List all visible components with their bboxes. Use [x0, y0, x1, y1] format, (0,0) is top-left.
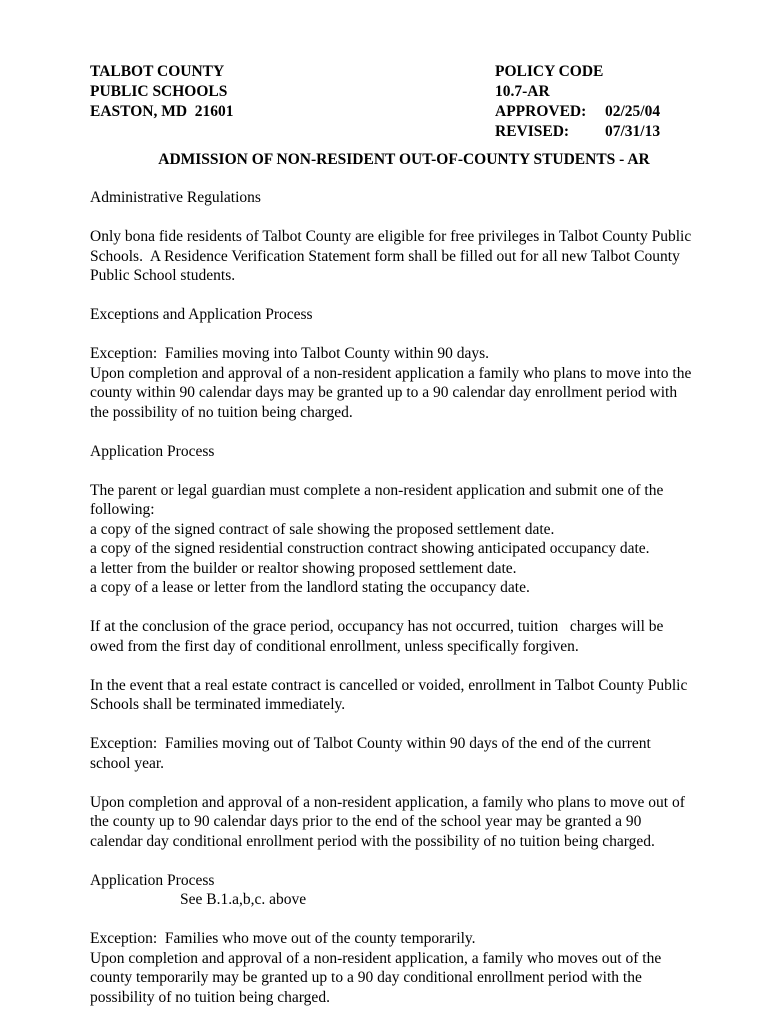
- district-city-line: EASTON, MD 21601: [90, 103, 234, 120]
- application-requirements-list: The parent or legal guardian must complete a non-resident application and submit one of the following: a copy of the signed contract of sale showing the proposed settlement date. a copy of the signed residential construction contract showing anticipated occupancy date. a letter from the builder or realtor showing proposed settlement date. a copy of a lease or letter from the landlord stating the occupancy date.: [90, 481, 690, 598]
- section-heading-exceptions: Exceptions and Application Process: [90, 306, 313, 323]
- exception-moving-out-paragraph: Upon completion and approval of a non-resident application, a family who plans to move out of the county up to 90 calendar days prior to the end of the school year may be granted a 90 calendar day conditional enrollment period with the possibility of no tuition being charged.: [90, 793, 685, 850]
- contract-cancelled-paragraph: In the event that a real estate contract is cancelled or voided, enrollment in Talbot County Public Schools shall be terminated immediately.: [90, 676, 688, 713]
- district-address-block: [90, 62, 234, 122]
- district-name-line-1: TALBOT COUNTY: [90, 63, 225, 80]
- application-process-reference: Application Process See B.1.a,b,c. above: [90, 871, 690, 910]
- list-item: a copy of the signed contract of sale showing the proposed settlement date.: [90, 520, 555, 538]
- list-item: a copy of a lease or letter from the landlord stating the occupancy date.: [90, 579, 530, 596]
- approved-row: [495, 102, 660, 122]
- policy-info-block: [495, 62, 660, 142]
- cross-reference: See B.1.a,b,c. above: [180, 891, 307, 908]
- exception-temporary-paragraph: Exception: Families who move out of the county temporarily. Upon completion and approval of a non-resident application, a family who moves out of the county temporarily may be granted up to a 90 day conditional enrollment period with the possibility of no tuition being charged.: [90, 930, 662, 1006]
- section-heading-application-process: Application Process: [90, 442, 215, 460]
- list-item: a letter from the builder or realtor showing proposed settlement date.: [90, 559, 517, 577]
- policy-code-label: POLICY CODE: [495, 63, 604, 80]
- section-heading-admin-regulations: Administrative Regulations: [90, 189, 261, 206]
- approved-label: APPROVED:: [495, 103, 587, 120]
- residency-paragraph: Only bona fide residents of Talbot County are eligible for free privileges in Talbot County Public Schools. A Residence Verification Statement form shall be filled out for all new Talbot County Public School students.: [90, 228, 692, 284]
- document-title: ADMISSION OF NON-RESIDENT OUT-OF-COUNTY STUDENTS - AR: [158, 151, 650, 168]
- revised-label: REVISED:: [495, 123, 570, 140]
- revised-row: [495, 122, 660, 142]
- list-item: a copy of the signed residential construction contract showing anticipated occupancy date.: [90, 540, 650, 557]
- grace-period-paragraph: If at the conclusion of the grace period, occupancy has not occurred, tuition charges will be owed from the first day of conditional enrollment, unless specifically forgiven.: [90, 618, 664, 655]
- document-body: [90, 188, 690, 1027]
- revised-date: 07/31/13: [605, 123, 661, 140]
- district-name-line-2: PUBLIC SCHOOLS: [90, 83, 228, 100]
- policy-code: 10.7-AR: [495, 83, 550, 100]
- approved-date: 02/25/04: [605, 103, 661, 120]
- exception-moving-in-paragraph: Exception: Families moving into Talbot County within 90 days. Upon completion and approval of a non-resident application a family who plans to move into the county within 90 calendar days may be granted up to a 90 calendar day enrollment period with the possibility of no tuition being charged.: [90, 345, 692, 421]
- exception-moving-out-title: Exception: Families moving out of Talbot County within 90 days of the end of the current school year.: [90, 735, 651, 772]
